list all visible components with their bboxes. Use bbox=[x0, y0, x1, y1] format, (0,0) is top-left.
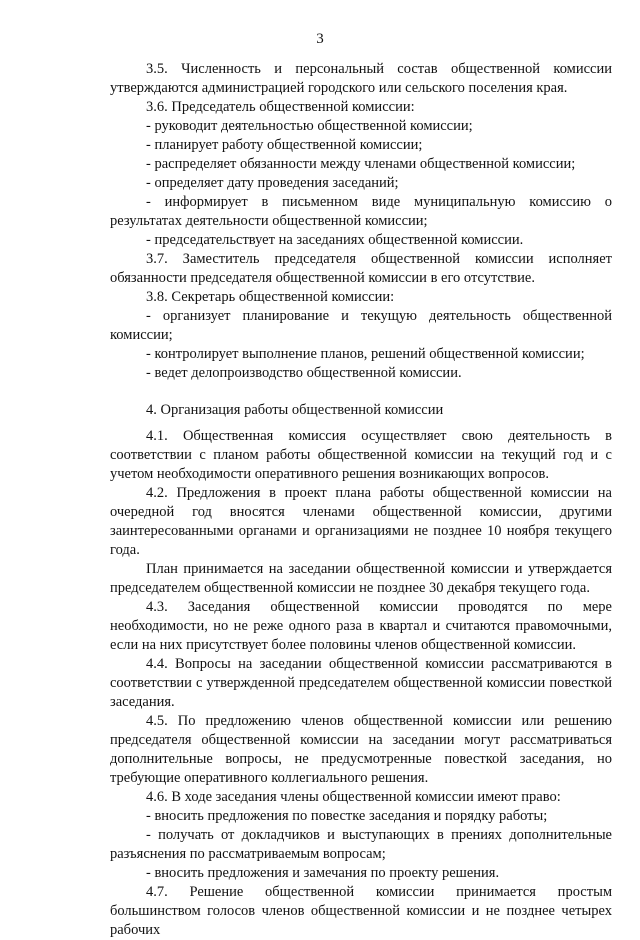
list-item: - контролирует выполнение планов, решений общественной комиссии; bbox=[146, 346, 585, 362]
paragraph-3-8: 3.8. Секретарь общественной комиссии: bbox=[146, 289, 395, 305]
paragraph-3-7: 3.7. Заместитель председателя общественной комиссии исполняет обязанности председателя общественной комиссии в его отсутствие. bbox=[110, 251, 612, 286]
section-heading: 4. Организация работы общественной комиссии bbox=[146, 402, 444, 418]
paragraph-4-7: 4.7. Решение общественной комиссии принимается простым большинством голосов членов общественной комиссии и не позднее четырех рабочих bbox=[110, 884, 612, 938]
list-item: - определяет дату проведения заседаний; bbox=[146, 175, 399, 191]
list-item: - получать от докладчиков и выступающих в прениях дополнительные разъяснения по рассматриваемым вопросам; bbox=[110, 827, 612, 862]
list-item: - вносить предложения по повестке заседания и порядку работы; bbox=[146, 808, 548, 824]
list-item: - планирует работу общественной комиссии; bbox=[146, 137, 423, 153]
list-item: - ведет делопроизводство общественной комиссии. bbox=[146, 365, 462, 381]
document-body bbox=[110, 60, 612, 940]
list-item: - распределяет обязанности между членами общественной комиссии; bbox=[146, 156, 576, 172]
paragraph-4-4: 4.4. Вопросы на заседании общественной комиссии рассматриваются в соответствии с утвержденной председателем общественной комиссии повесткой заседания. bbox=[110, 656, 612, 710]
paragraph-4-2: 4.2. Предложения в проект плана работы общественной комиссии на очередной год вносятся членами общественной комиссии, другими заинтересованными органами и организациями не позднее 10 ноября текущего года. bbox=[110, 485, 612, 558]
paragraph-3-6: 3.6. Председатель общественной комиссии: bbox=[146, 99, 415, 115]
paragraph-4-3: 4.3. Заседания общественной комиссии проводятся по мере необходимости, но не реже одного раза в квартал и считаются правомочными, если на них присутствует более половины членов общественной комиссии. bbox=[110, 599, 612, 653]
paragraph-4-6: 4.6. В ходе заседания члены общественной комиссии имеют право: bbox=[146, 789, 561, 805]
list-item: - информирует в письменном виде муниципальную комиссию о результатах деятельности общественной комиссии; bbox=[110, 194, 612, 229]
paragraph-plan: План принимается на заседании общественной комиссии и утверждается председателем общественной комиссии не позднее 30 декабря текущего года. bbox=[110, 561, 612, 596]
list-item: - вносить предложения и замечания по проекту решения. bbox=[146, 865, 500, 881]
paragraph-3-5: 3.5. Численность и персональный состав общественной комиссии утверждаются администрацией городского или сельского поселения края. bbox=[110, 61, 612, 96]
page-number: 3 bbox=[316, 31, 324, 47]
paragraph-4-5: 4.5. По предложению членов общественной комиссии или решению председателя общественной комиссии на заседании могут рассматриваться дополнительные вопросы, не предусмотренные повесткой заседания, но требующие оперативного коллегиального решения. bbox=[110, 713, 612, 786]
paragraph-4-1: 4.1. Общественная комиссия осуществляет свою деятельность в соответствии с планом работы общественной комиссии на текущий год и с учетом необходимости оперативного решения возникающих вопросов. bbox=[110, 428, 612, 482]
list-item: - председательствует на заседаниях общественной комиссии. bbox=[146, 232, 524, 248]
list-item: - руководит деятельностью общественной комиссии; bbox=[146, 118, 473, 134]
list-item: - организует планирование и текущую деятельность общественной комиссии; bbox=[110, 308, 612, 343]
